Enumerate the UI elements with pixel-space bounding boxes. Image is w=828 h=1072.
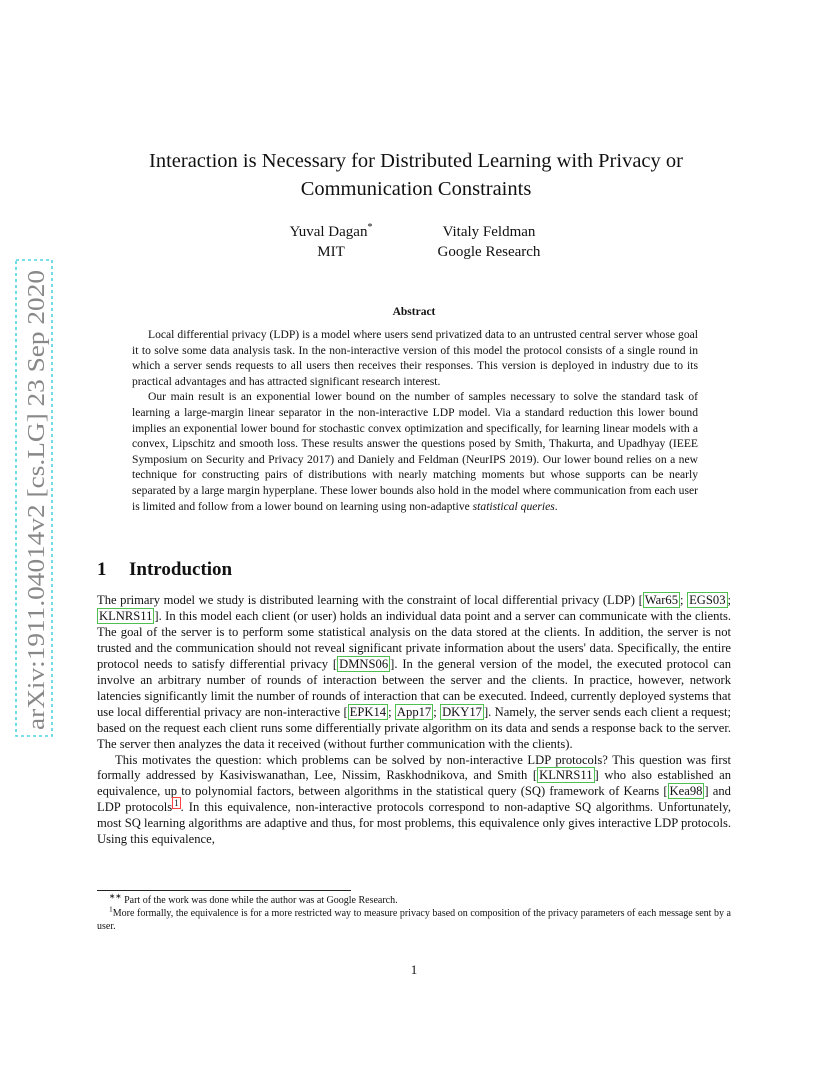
footnote-1: ∗∗ Part of the work was done while the author was at Google Research. <box>109 891 398 906</box>
body-p1-text: ; <box>388 704 395 719</box>
citation-link[interactable]: EPK14 <box>349 704 387 719</box>
abstract-p2-emphasis: statistical queries <box>472 499 555 513</box>
body-p1-text: ; <box>433 704 441 719</box>
footnote-2-text: More formally, the equivalence is for a more restricted way to measure privacy based on composition of the privacy parameters of each message sent by a user. <box>97 908 731 932</box>
body-text <box>97 593 731 848</box>
abstract-p2-text: Our main result is an exponential lower bound on the number of samples necessary to solve the standard task of learning a large-margin linear separator in the non-interactive LDP model. Via a standard reduction this lower bound implies an exponential lower bound for stochastic convex optimization and specifically, for learning linear models with a convex, Lipschitz and smooth loss. These results answer the questions posed by Smith, Thakurta, and Upadhyay (IEEE Symposium on Security and Privacy 2017) and Daniely and Feldman (NeurIPS 2019). Our lower bound relies on a new technique for constructing pairs of distributions with nearly matching moments but whose supports can be nearly separated by a large margin hyperplane. These lower bounds also hold in the model where communication from each user is limited and follow from a lower bound on learning using non-adaptive <box>132 390 698 513</box>
author-2-name: Vitaly Feldman <box>442 224 536 240</box>
footnote-1-mark: ∗ <box>109 891 116 901</box>
citation-link[interactable]: DKY17 <box>442 704 482 719</box>
citation-link[interactable]: DMNS06 <box>339 656 389 671</box>
body-p2-text: ] who also established an equivalence, up to polynomial factors, between algorithms in the statistical query (SQ) framework of Kearns [ <box>97 768 732 799</box>
citation-link[interactable]: KLNRS11 <box>99 608 153 623</box>
citation-link[interactable]: Kea98 <box>669 784 703 799</box>
abstract-paragraph-2 <box>132 389 698 514</box>
body-p1-text: ]. In the general version of the model, the executed protocol can involve an arbitrary number of rounds of interaction between the server and the clients. In practice, however, network latencies significantly limit the number of rounds of interaction that can be executed. Indeed, currently deployed systems that use local differential privacy are non-interactive [ <box>97 656 731 719</box>
arxiv-id: arXiv:1911.04014v2 [cs.LG] 23 Sep 2020 <box>24 325 50 730</box>
body-p2-text: ] and LDP protocols <box>97 784 731 815</box>
footnotes <box>97 891 731 933</box>
paper-title: Interaction is Necessary for Distributed Learning with Privacy or Communication Constraints <box>149 150 683 200</box>
arxiv-stamp[interactable] <box>14 258 54 738</box>
section-number: 1 <box>97 559 107 580</box>
body-p1-text: ; <box>680 593 688 607</box>
author-1-affiliation: MIT <box>317 244 345 260</box>
author-2-affiliation: Google Research <box>437 244 541 260</box>
footnote-2-mark: 1 <box>109 904 113 914</box>
body-p2-text: . In this equivalence, non-interactive protocols correspond to non-adaptive SQ algorithms. Unfortunately, most SQ learning algorithms are adaptive and thus, for most problems, this equivalence only gives interactive LDP protocols. Using this equivalence, <box>97 800 731 847</box>
body-p1-text: ; <box>727 593 731 607</box>
section-title: Introduction <box>129 559 233 580</box>
body-p1-text: ]. Namely, the server sends each client a request; based on the request each client runs some differentially private algorithm on its data and sends a response back to the server. The server then analyzes the data it received (without further communication with the clients). <box>97 704 731 751</box>
footnote-rule <box>97 890 351 891</box>
citation-link[interactable]: War65 <box>644 593 679 607</box>
footnote-2 <box>97 904 731 933</box>
citation-link[interactable]: KLNRS11 <box>539 768 593 783</box>
author-1-name: Yuval Dagan <box>289 224 368 240</box>
abstract-p2-end: . <box>554 499 558 513</box>
footnote-ref-link[interactable]: 1 <box>174 798 179 809</box>
arxiv-stamp-graphic <box>14 258 54 738</box>
abstract-paragraph-1: Local differential privacy (LDP) is a model where users send privatized data to an untrusted central server whose goal it to solve some data analysis task. In the non-interactive version of this model the protocol consists of a single round in which a server sends requests to all users then receives their responses. This version is deployed in industry due to its practical advantages and has attracted significant research interest. <box>132 328 698 388</box>
body-paragraph-1 <box>97 593 731 753</box>
author-1 <box>276 222 386 262</box>
body-p2-text: This motivates the question: which problems can be solved by non-interactive LDP protocols? This question was first formally addressed by Kasiviswanathan, Lee, Nissim, Raskhodnikova, and Smith [ <box>97 752 731 783</box>
abstract <box>132 327 698 514</box>
author-1-mark[interactable]: * <box>367 222 373 233</box>
author-2 <box>424 222 554 262</box>
footnote-1-text: Part of the work was done while the author was at Google Research. <box>124 895 398 906</box>
citation-link[interactable]: App17 <box>396 704 432 719</box>
abstract-heading: Abstract <box>392 306 436 318</box>
citation-link[interactable]: EGS03 <box>689 593 726 607</box>
section-heading <box>97 559 232 581</box>
body-paragraph-2 <box>97 753 731 849</box>
page-number: 1 <box>410 962 418 977</box>
body-p1-text: ]. In this model each client (or user) holds an individual data point and a server can communicate with the clients. The goal of the server is to perform some statistical analysis on the data stored at the clients. In addition, the server is not trusted and the communication should not reveal significant private information about the users' data. Specifically, the entire protocol needs to satisfy differential privacy [ <box>97 608 731 671</box>
body-p1-text: The primary model we study is distributed learning with the constraint of local differential privacy (LDP) [ <box>97 593 643 607</box>
